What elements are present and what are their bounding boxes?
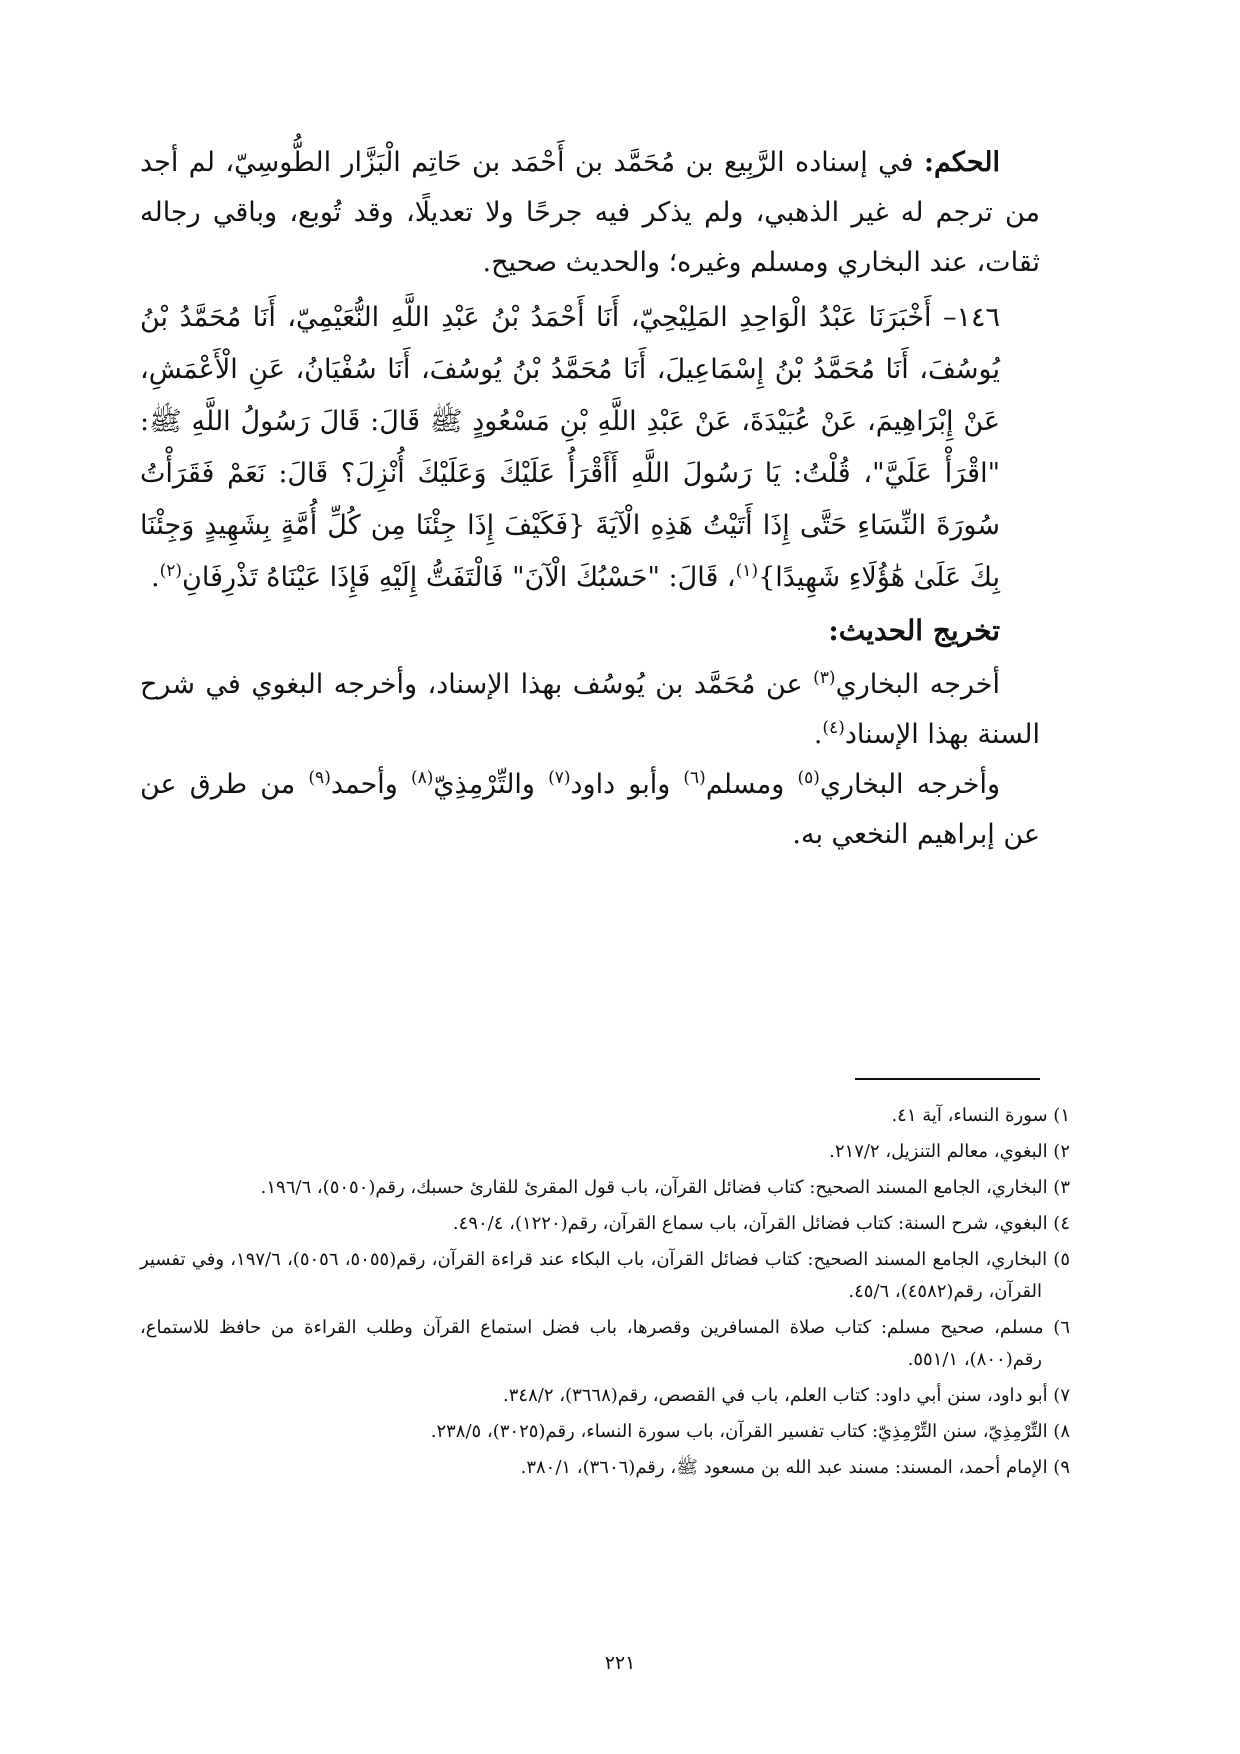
takhrij-paragraph-2 xyxy=(140,760,1040,860)
footnote-3: ٣) البخاري، الجامع المسند الصحيح: كتاب فضائل القرآن، باب قول المقرئ للقارئ حسبك، رقم(٥٠٥٠)، ١٩٦/٦. xyxy=(260,1177,1070,1198)
takhrij2-text-d: والتِّرْمِذِيّ xyxy=(433,769,549,800)
takhrij2-text-a: وأخرجه البخاري xyxy=(819,769,1000,800)
takhrij2-text-b: ومسلم xyxy=(705,769,798,800)
takhrij1-text-b: عن مُحَمَّد بن يُوسُف بهذا الإسناد، وأخرجه البغوي في شرح السنة بهذا الإسناد xyxy=(140,669,1040,750)
footnote-6: ٦) مسلم، صحيح مسلم: كتاب صلاة المسافرين وقصرها، باب فضل استماع القرآن وطلب القراءة من حافظ للاستماع، رقم(٨٠٠)، ٥٥١/١. xyxy=(140,1317,1070,1370)
footnote-ref-3[interactable]: (٣) xyxy=(813,668,836,688)
main-text xyxy=(140,138,1040,860)
footnote-1: ١) سورة النساء، آية ٤١. xyxy=(891,1105,1070,1126)
footnote-ref-7[interactable]: (٧) xyxy=(548,768,571,788)
footnote-ref-1[interactable]: (١) xyxy=(735,561,759,581)
hadith-end: . xyxy=(151,562,160,593)
takhrij1-end: . xyxy=(813,719,823,750)
takhrij-paragraph-1 xyxy=(140,660,1040,760)
footnote-4: ٤) البغوي، شرح السنة: كتاب فضائل القرآن، باب سماع القرآن، رقم(١٢٢٠)، ٤٩٠/٤. xyxy=(452,1213,1070,1234)
footnote-ref-6[interactable]: (٦) xyxy=(683,768,706,788)
footnote-ref-8[interactable]: (٨) xyxy=(410,768,434,788)
footnote-ref-2[interactable]: (٢) xyxy=(159,561,183,581)
footnote-9: ٩) الإمام أحمد، المسند: مسند عبد الله بن مسعود ﷺ، رقم(٣٦٠٦)، ٣٨٠/١. xyxy=(520,1457,1070,1478)
hadith-text-part2: ، قَالَ: "حَسْبُكَ الْآنَ" فَالْتَفَتُّ إِلَيْهِ فَإِذَا عَيْنَاهُ تَذْرِفَانِ xyxy=(182,562,736,593)
ruling-label: الحكم: xyxy=(923,147,1000,178)
takhrij2-text-e: وأحمد xyxy=(330,769,411,800)
footnote-2: ٢) البغوي، معالم التنزيل، ٢١٧/٢. xyxy=(829,1141,1070,1162)
hadith-text-part1: – أَخْبَرَنَا عَبْدُ الْوَاحِدِ المَلِيْحِيّ، أَنَا أَحْمَدُ بْنُ عَبْدِ اللَّهِ النُّعَيْمِيّ، أَنَا مُحَمَّدُ بْنُ يُوسُفَ، أَنَا مُحَمَّدُ بْنُ إِسْمَاعِيلَ، أَنَا مُحَمَّدُ بْنُ يُوسُفَ، أَنَا سُفْيَانُ، عَنِ الْأَعْمَشِ، عَنْ إِبْرَاهِيمَ، عَنْ عُبَيْدَةَ، عَنْ عَبْدِ اللَّهِ بْنِ مَسْعُودٍ ﷺ قَالَ: قَالَ رَسُولُ اللَّهِ ﷺ: "اقْرَأْ عَلَيَّ"، قُلْتُ: يَا رَسُولَ اللَّهِ أَأَقْرَأُ عَلَيْكَ وَعَلَيْكَ أُنْزِلَ؟ قَالَ: نَعَمْ فَقَرَأْتُ سُورَةَ النِّسَاءِ حَتَّى إِذَا أَتَيْتُ هَذِهِ الْآيَةَ {فَكَيْفَ إِذَا جِئْنَا مِن كُلِّ أُمَّةٍ بِشَهِيدٍ وَجِئْنَا بِكَ عَلَىٰ هَٰؤُلَاءِ شَهِيدًا} xyxy=(140,302,1000,593)
footnote-5: ٥) البخاري، الجامع المسند الصحيح: كتاب فضائل القرآن، باب البكاء عند قراءة القرآن، رقم(٥٠٥٥، ٥٠٥٦)، ١٩٧/٦، وفي تفسير القرآن، رقم(٤٥٨٢)، ٤٥/٦. xyxy=(140,1249,1070,1302)
ruling-paragraph xyxy=(140,138,1040,288)
takhrij2-text-c: وأبو داود xyxy=(570,769,684,800)
takhrij2-text-f: من طرق عن عن إبراهيم النخعي به. xyxy=(140,769,1040,850)
takhrij-heading: تخريج الحديث: xyxy=(828,614,1000,647)
ruling-text: في إسناده الرَّبِيع بن مُحَمَّد بن أَحْمَد بن حَاتِم الْبَزَّار الطُّوسِيّ، لم أجد من ترجم له غير الذهبي، ولم يذكر فيه جرحًا ولا تعديلًا، وقد تُوبع، وباقي رجاله ثقات، عند البخاري ومسلم وغيره؛ والحديث صحيح. xyxy=(140,147,1040,278)
footnotes xyxy=(140,1100,1070,1488)
takhrij1-text-a: أخرجه البخاري xyxy=(835,669,1000,700)
footnote-8: ٨) التِّرْمِذِيّ، سنن التِّرْمِذِيّ: كتاب تفسير القرآن، باب سورة النساء، رقم(٣٠٢٥)، ٢٣٨/٥. xyxy=(430,1421,1070,1442)
footnote-ref-5[interactable]: (٥) xyxy=(797,768,820,788)
footnote-ref-4[interactable]: (٤) xyxy=(822,718,845,738)
page-number: ٢٢١ xyxy=(604,1652,636,1674)
footnote-ref-9[interactable]: (٩) xyxy=(308,768,331,788)
footnote-separator xyxy=(855,1078,1040,1080)
hadith-paragraph xyxy=(140,292,1040,604)
footnote-7: ٧) أبو داود، سنن أبي داود: كتاب العلم، باب في القصص، رقم(٣٦٦٨)، ٣٤٨/٢. xyxy=(503,1385,1070,1406)
hadith-number: ١٤٦ xyxy=(956,302,1000,333)
